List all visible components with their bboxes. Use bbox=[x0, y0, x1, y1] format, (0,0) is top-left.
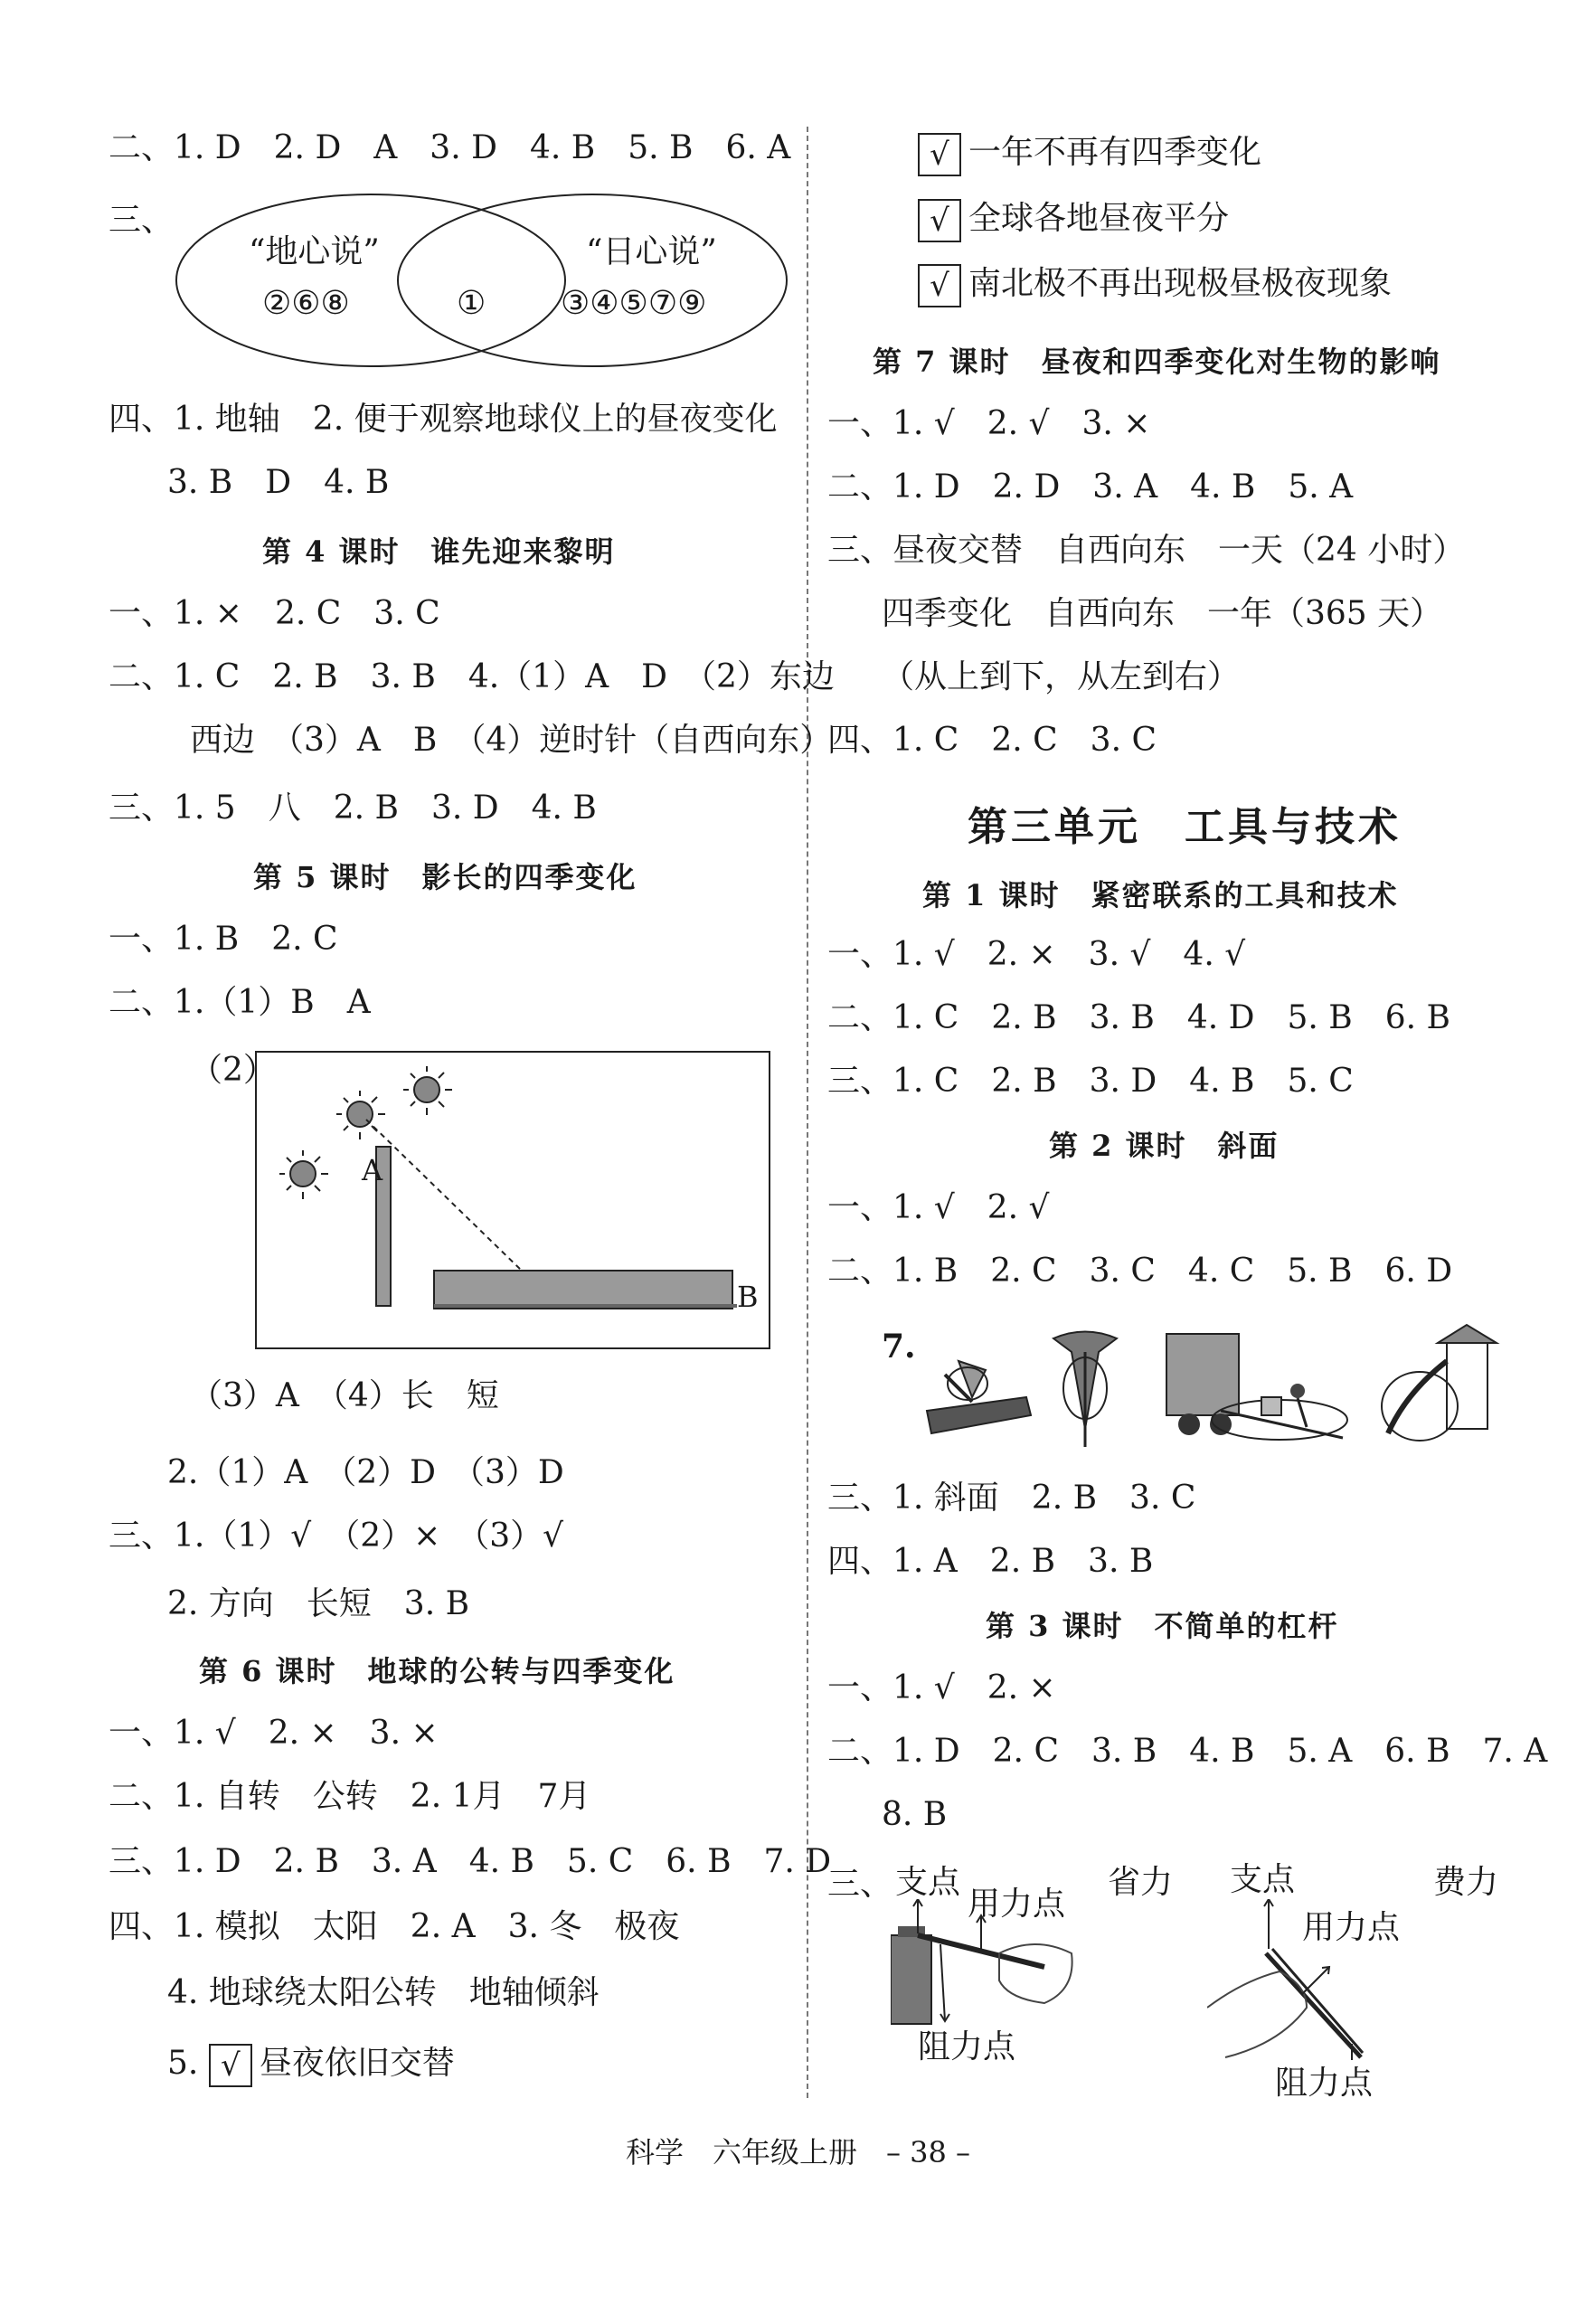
lesson-heading: 第 3 课时 不简单的杠杆 bbox=[986, 1609, 1339, 1643]
shadow-label-b: B bbox=[737, 1280, 759, 1314]
unit-title: 第三单元 工具与技术 bbox=[968, 804, 1402, 850]
answer-line: 二、1. 自转 公转 2. 1月 7月 bbox=[109, 1778, 591, 1815]
lever1-fulcrum-label: 支点 bbox=[895, 1864, 961, 1901]
answer-line: 二、1. C 2. B 3. B 4.（1）A D （2）东边 bbox=[109, 658, 835, 695]
lesson-heading: 第 1 课时 紧密联系的工具和技术 bbox=[922, 878, 1399, 912]
answer-line: 一、1. √ 2. √ bbox=[827, 1189, 1050, 1226]
answer-text: 南北极不再出现极昼极夜现象 bbox=[968, 265, 1393, 302]
lesson-heading: 第 4 课时 谁先迎来黎明 bbox=[262, 534, 616, 569]
lever2-type-label: 费力 bbox=[1433, 1864, 1499, 1901]
lesson-heading: 第 6 课时 地球的公转与四季变化 bbox=[199, 1654, 675, 1688]
answer-line: 西边 （3）A B （4）逆时针（自西向东） bbox=[190, 722, 833, 759]
answer-line: 三、1. C 2. B 3. D 4. B 5. C bbox=[827, 1063, 1354, 1100]
answer-line: 二、1. B 2. C 3. C 4. C 5. B 6. D bbox=[827, 1253, 1453, 1290]
answer-line: （2） bbox=[190, 1052, 276, 1089]
lever1-type-label: 省力 bbox=[1108, 1864, 1174, 1901]
question-number: 7. bbox=[882, 1328, 916, 1366]
answer-line: 2.（1）A （2）D （3）D bbox=[167, 1454, 564, 1491]
answer-text: 昼夜依旧交替 bbox=[259, 2045, 455, 2082]
answer-line: 三、1. D 2. B 3. A 4. B 5. C 6. B 7. D bbox=[109, 1843, 832, 1880]
lever1-effort-label: 用力点 bbox=[968, 1886, 1066, 1923]
venn-right-title: “日心说” bbox=[586, 233, 717, 270]
answer-line: 三、昼夜交替 自西向东 一天（24 小时） bbox=[827, 532, 1466, 569]
answer-line: 一、1. √ 2. × 3. √ 4. √ bbox=[827, 936, 1246, 973]
answer-line: 一、1. √ 2. × bbox=[827, 1669, 1056, 1706]
answer-line: 三、1. 5 八 2. B 3. D 4. B bbox=[109, 789, 597, 827]
answer-line: 一、1. × 2. C 3. C bbox=[109, 595, 440, 632]
shadow-diagram bbox=[253, 1049, 773, 1352]
venn-left-title: “地心说” bbox=[249, 233, 380, 270]
answer-text: 全球各地昼夜平分 bbox=[968, 200, 1230, 237]
answer-line bbox=[918, 197, 1229, 242]
answer-line: 四、1. C 2. C 3. C bbox=[827, 722, 1157, 759]
answer-line: 8. B bbox=[882, 1796, 948, 1833]
answer-line bbox=[167, 2042, 455, 2087]
lever2-effort-label: 用力点 bbox=[1302, 1909, 1401, 1946]
answer-line: 三、1. 斜面 2. B 3. C bbox=[827, 1479, 1196, 1517]
answer-line: 二、1.（1）B A bbox=[109, 984, 371, 1021]
answer-line: 二、1. D 2. C 3. B 4. B 5. A 6. B 7. A bbox=[827, 1733, 1548, 1770]
lever1-load-label: 阻力点 bbox=[918, 2028, 1016, 2065]
checkbox-checked: √ bbox=[918, 199, 961, 242]
venn-diagram bbox=[172, 190, 796, 371]
lever2-fulcrum-label: 支点 bbox=[1230, 1861, 1296, 1898]
lesson-heading: 第 2 课时 斜面 bbox=[1049, 1129, 1280, 1163]
answer-line: 四、1. 地轴 2. 便于观察地球仪上的昼夜变化 bbox=[109, 401, 778, 438]
venn-center: ① bbox=[457, 285, 486, 322]
bottle-opener-lever-illustration bbox=[891, 1899, 1081, 2026]
answer-line: 三、 bbox=[827, 1866, 893, 1903]
answer-line: 三、1.（1）√ （2）× （3）√ bbox=[109, 1517, 564, 1555]
answer-line: （3）A （4）长 短 bbox=[190, 1377, 499, 1414]
answer-line: 三、 bbox=[109, 202, 175, 239]
lesson-heading: 第 7 课时 昼夜和四季变化对生物的影响 bbox=[873, 345, 1441, 379]
venn-right-items: ③④⑤⑦⑨ bbox=[561, 285, 707, 322]
slope-examples-illustration bbox=[918, 1320, 1506, 1456]
lever2-load-label: 阻力点 bbox=[1275, 2065, 1374, 2102]
answer-line: 二、1. D 2. D 3. A 4. B 5. A bbox=[827, 468, 1354, 506]
column-divider bbox=[807, 127, 808, 2098]
checkbox-checked: √ bbox=[918, 264, 961, 307]
answer-line bbox=[918, 262, 1392, 307]
answer-line: 二、1. C 2. B 3. B 4. D 5. B 6. B bbox=[827, 999, 1450, 1036]
answer-line bbox=[918, 131, 1261, 176]
answer-line: （从上到下，从左到右） bbox=[882, 658, 1241, 695]
answer-text: 一年不再有四季变化 bbox=[968, 134, 1262, 171]
answer-line: 3. B D 4. B bbox=[167, 464, 390, 501]
checkbox-checked: √ bbox=[209, 2044, 252, 2087]
page-footer: 科学 六年级上册 – 38 – bbox=[625, 2135, 971, 2169]
answer-line: 四、1. A 2. B 3. B bbox=[827, 1543, 1154, 1580]
answer-line: 二、1. D 2. D A 3. D 4. B 5. B 6. A bbox=[109, 129, 791, 166]
answer-line: 4. 地球绕太阳公转 地轴倾斜 bbox=[167, 1974, 600, 2011]
answer-line: 一、1. B 2. C bbox=[109, 921, 338, 958]
pole-label-a: A bbox=[362, 1153, 383, 1187]
answer-line: 一、1. √ 2. × 3. × bbox=[109, 1715, 439, 1752]
checkbox-checked: √ bbox=[918, 133, 961, 176]
answer-line: 2. 方向 长短 3. B bbox=[167, 1585, 470, 1622]
tweezers-lever-illustration bbox=[1207, 1899, 1388, 2062]
answer-line: 一、1. √ 2. √ 3. × bbox=[827, 405, 1151, 442]
venn-left-items: ②⑥⑧ bbox=[262, 285, 350, 322]
question-number: 5. bbox=[167, 2045, 199, 2082]
answer-line: 四、1. 模拟 太阳 2. A 3. 冬 极夜 bbox=[109, 1908, 680, 1945]
answer-line: 四季变化 自西向东 一年（365 天） bbox=[882, 595, 1443, 632]
lesson-heading: 第 5 课时 影长的四季变化 bbox=[253, 860, 637, 894]
